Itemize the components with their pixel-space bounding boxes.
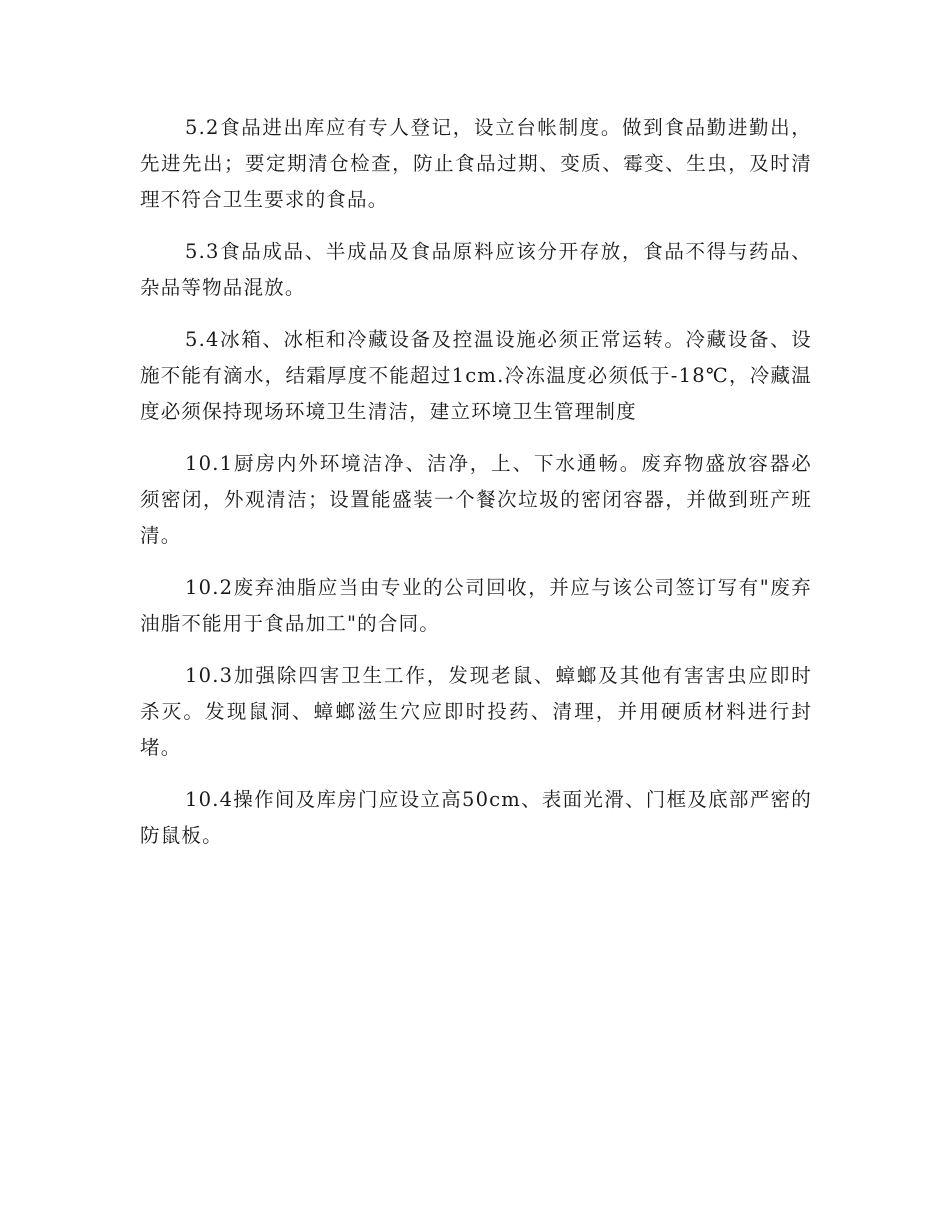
paragraph-10-4: 10.4操作间及库房门应设立高50cm、表面光滑、门框及底部严密的防鼠板。 (140, 788, 812, 847)
paragraph-5-2: 5.2食品进出库应有专人登记，设立台帐制度。做到食品勤进勤出，先进先出；要定期清仓检查，防止食品过期、变质、霉变、生虫，及时清理不符合卫生要求的食品。 (140, 116, 812, 211)
document-body (140, 110, 812, 870)
paragraph-10-2: 10.2废弃油脂应当由专业的公司回收，并应与该公司签订写有"废弃油脂不能用于食品加工"的合同。 (140, 576, 812, 635)
paragraph-10-3: 10.3加强除四害卫生工作，发现老鼠、蟑螂及其他有害害虫应即时杀灭。发现鼠洞、蟑螂滋生穴应即时投药、清理，并用硬质材料进行封堵。 (140, 664, 812, 759)
paragraph-5-4: 5.4冰箱、冰柜和冷藏设备及控温设施必须正常运转。冷藏设备、设施不能有滴水，结霜厚度不能超过1cm.冷冻温度必须低于-18℃，冷藏温度必须保持现场环境卫生清洁，建立环境卫生管理制度 (140, 328, 812, 423)
paragraph-10-1: 10.1厨房内外环境洁净、洁净，上、下水通畅。废弃物盛放容器必须密闭，外观清洁；设置能盛装一个餐次垃圾的密闭容器，并做到班产班清。 (140, 452, 812, 547)
paragraph-5-3: 5.3食品成品、半成品及食品原料应该分开存放，食品不得与药品、杂品等物品混放。 (140, 240, 812, 299)
